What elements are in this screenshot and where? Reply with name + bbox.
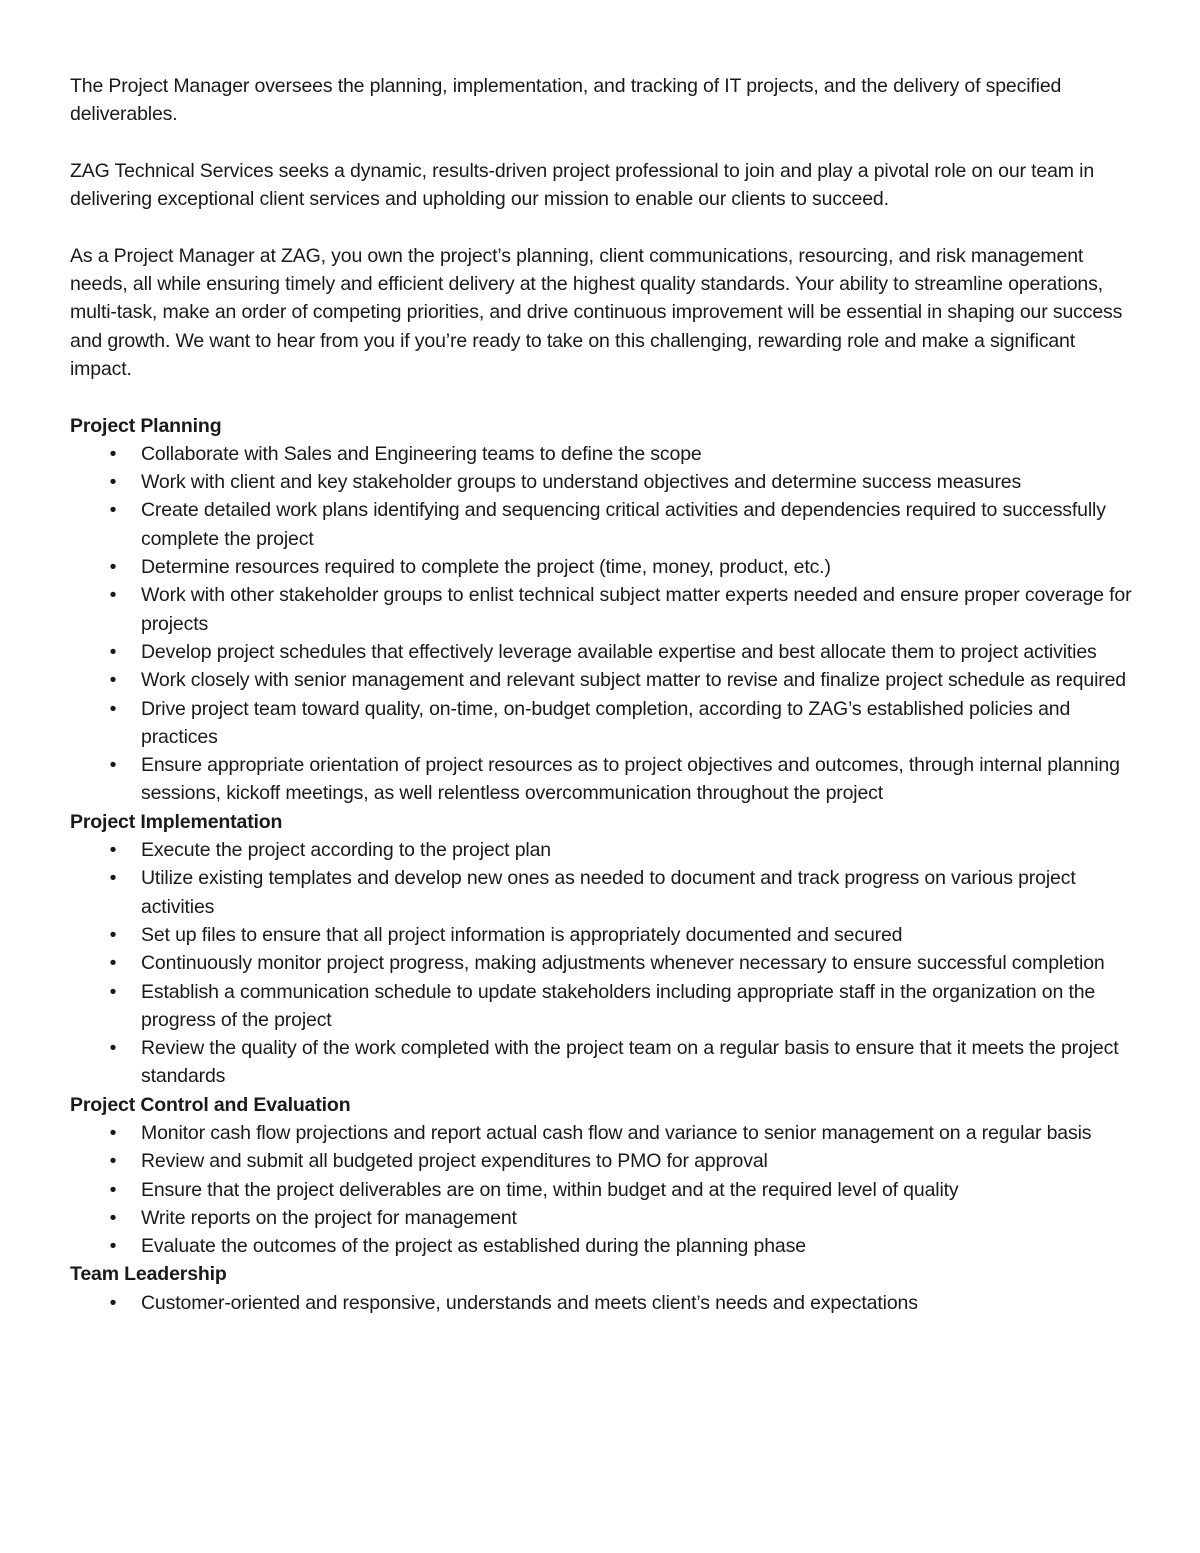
list-item: [70, 864, 1135, 921]
list-item-text: Monitor cash flow projections and report actual cash flow and variance to senior management on a regular basis: [141, 1121, 1092, 1144]
intro-paragraph-2: ZAG Technical Services seeks a dynamic, results-driven project professional to join and play a pivotal role on our team in delivering exceptional client services and upholding our mission to enable our clients to succeed.: [70, 159, 1095, 211]
bullet-icon: •: [109, 1037, 117, 1060]
list-item: [70, 1034, 1135, 1091]
list-item: [70, 949, 1135, 977]
list-item-text: Continuously monitor project progress, making adjustments whenever necessary to ensure successful completion: [141, 952, 1105, 975]
list-item-text: Work closely with senior management and relevant subject matter to revise and finalize project schedule as required: [141, 669, 1126, 692]
bullet-list: [70, 1289, 1135, 1317]
bullet-icon: •: [109, 1150, 117, 1173]
bullet-list: [70, 1119, 1135, 1260]
list-item-text: Review and submit all budgeted project expenditures to PMO for approval: [141, 1150, 768, 1173]
bullet-icon: •: [109, 867, 117, 890]
bullet-icon: •: [109, 1178, 117, 1201]
list-item-text: Create detailed work plans identifying and sequencing critical activities and dependencies required to successfully complete the project: [141, 499, 1106, 550]
list-item: [70, 695, 1135, 752]
list-item-text: Set up files to ensure that all project information is appropriately documented and secured: [141, 923, 903, 946]
list-item-text: Drive project team toward quality, on-time, on-budget completion, according to ZAG’s established policies and practices: [141, 697, 1071, 748]
bullet-icon: •: [109, 1235, 117, 1258]
section-project-control-evaluation: [70, 1091, 1135, 1261]
section-heading: Project Implementation: [70, 810, 283, 833]
bullet-list: [70, 836, 1135, 1091]
list-item: [70, 836, 1135, 864]
list-item: [70, 553, 1135, 581]
list-item-text: Review the quality of the work completed with the project team on a regular basis to ensure that it meets the project standards: [141, 1037, 1119, 1088]
list-item-text: Establish a communication schedule to update stakeholders including appropriate staff in the organization on the progress of the project: [141, 980, 1096, 1031]
bullet-icon: •: [109, 923, 117, 946]
bullet-icon: •: [109, 442, 117, 465]
list-item: [70, 1176, 1135, 1204]
list-item-text: Evaluate the outcomes of the project as established during the planning phase: [141, 1235, 806, 1258]
list-item: [70, 496, 1135, 553]
bullet-icon: •: [109, 640, 117, 663]
list-item-text: Utilize existing templates and develop new ones as needed to document and track progress on various project activities: [141, 867, 1076, 918]
list-item: [70, 921, 1135, 949]
list-item-text: Customer-oriented and responsive, understands and meets client’s needs and expectations: [141, 1291, 918, 1314]
list-item: [70, 1147, 1135, 1175]
list-item-text: Write reports on the project for management: [141, 1206, 517, 1229]
bullet-icon: •: [109, 499, 117, 522]
section-heading: Project Control and Evaluation: [70, 1093, 351, 1116]
section-team-leadership: [70, 1260, 1135, 1317]
bullet-icon: •: [109, 471, 117, 494]
list-item: [70, 581, 1135, 638]
list-item: [70, 978, 1135, 1035]
list-item: [70, 1289, 1135, 1317]
list-item: [70, 468, 1135, 496]
bullet-icon: •: [109, 980, 117, 1003]
list-item: [70, 1232, 1135, 1260]
bullet-icon: •: [109, 952, 117, 975]
section-heading: Team Leadership: [70, 1263, 227, 1286]
list-item: [70, 666, 1135, 694]
bullet-icon: •: [109, 556, 117, 579]
list-item-text: Ensure appropriate orientation of project resources as to project objectives and outcomes, through internal planning sessions, kickoff meetings, as well relentless overcommunication throughout the project: [141, 754, 1120, 805]
section-heading: Project Planning: [70, 414, 222, 437]
list-item-text: Work with other stakeholder groups to enlist technical subject matter experts needed and ensure proper coverage for projects: [141, 584, 1132, 635]
bullet-icon: •: [109, 1291, 117, 1314]
list-item-text: Collaborate with Sales and Engineering teams to define the scope: [141, 442, 702, 465]
bullet-icon: •: [109, 1206, 117, 1229]
document-page: [70, 72, 1135, 1317]
list-item: [70, 440, 1135, 468]
bullet-icon: •: [109, 754, 117, 777]
list-item-text: Ensure that the project deliverables are on time, within budget and at the required level of quality: [141, 1178, 959, 1201]
list-item: [70, 1119, 1135, 1147]
bullet-icon: •: [109, 697, 117, 720]
section-project-implementation: [70, 808, 1135, 1091]
bullet-icon: •: [109, 669, 117, 692]
intro-paragraph-3: As a Project Manager at ZAG, you own the project’s planning, client communications, resourcing, and risk management needs, all while ensuring timely and efficient delivery at the highest quality standards. Your ability to streamline operations, multi-task, make an order of competing priorities, and drive continuous improvement will be essential in shaping our success and growth. We want to hear from you if you’re ready to take on this challenging, rewarding role and make a significant impact.: [70, 244, 1123, 380]
section-project-planning: [70, 412, 1135, 808]
bullet-icon: •: [109, 584, 117, 607]
list-item: [70, 1204, 1135, 1232]
intro-paragraph-1: The Project Manager oversees the planning, implementation, and tracking of IT projects, and the delivery of specified deliverables.: [70, 75, 1062, 126]
bullet-list: [70, 440, 1135, 808]
list-item-text: Work with client and key stakeholder groups to understand objectives and determine success measures: [141, 471, 1022, 494]
list-item: [70, 638, 1135, 666]
bullet-icon: •: [109, 839, 117, 862]
bullet-icon: •: [109, 1121, 117, 1144]
list-item: [70, 751, 1135, 808]
list-item-text: Develop project schedules that effectively leverage available expertise and best allocate them to project activities: [141, 640, 1097, 663]
list-item-text: Determine resources required to complete the project (time, money, product, etc.): [141, 556, 831, 579]
list-item-text: Execute the project according to the project plan: [141, 839, 551, 862]
